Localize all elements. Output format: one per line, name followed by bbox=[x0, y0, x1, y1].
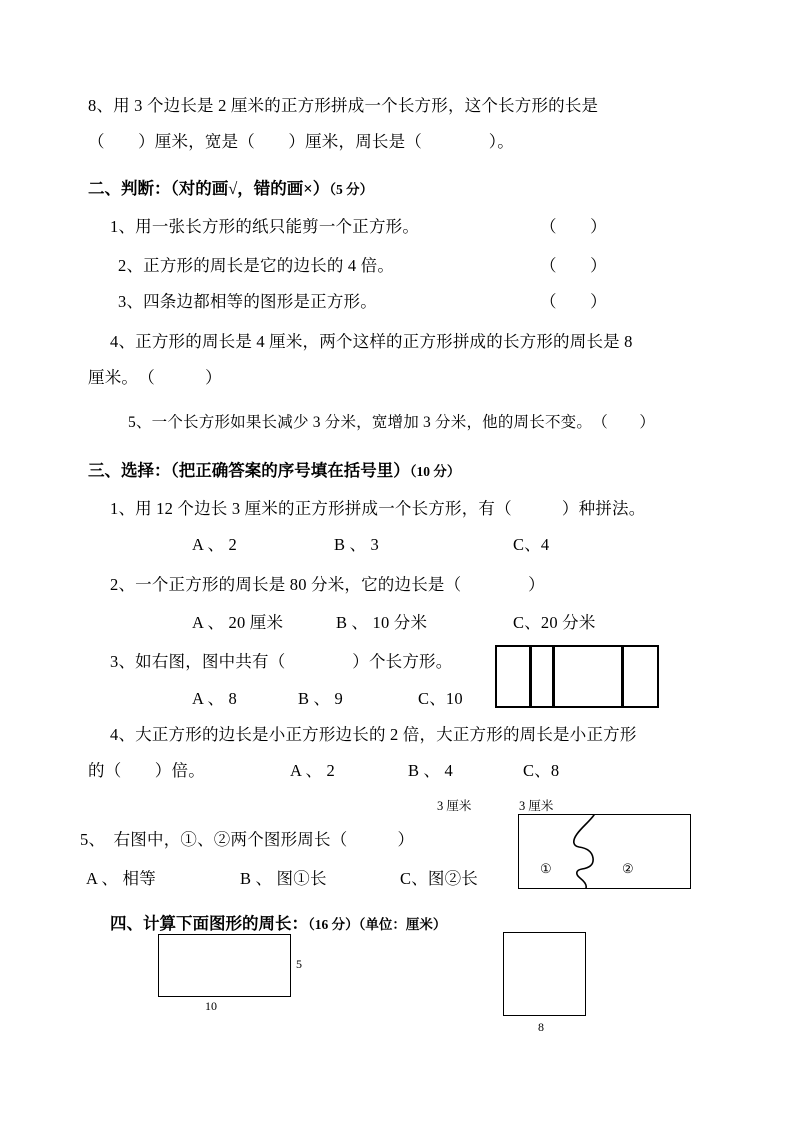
section-two-item-4-line-2[interactable]: 厘米。 （ ） bbox=[88, 368, 222, 387]
wavy-split-rectangle-figure bbox=[518, 814, 691, 889]
section-two-item-2-answer-bracket[interactable]: （ ） bbox=[540, 256, 607, 275]
section-three-q3-option-b[interactable]: B 、 9 bbox=[298, 689, 344, 708]
section-two-item-2: 2、正方形的周长是它的边长的 4 倍。 bbox=[118, 256, 395, 275]
divided-rectangle-figure bbox=[495, 645, 659, 708]
section-three-q2-option-b[interactable]: B 、 10 分米 bbox=[336, 613, 428, 632]
square-width-label: 8 bbox=[538, 1020, 544, 1034]
section-three-q2-option-a[interactable]: A 、 20 厘米 bbox=[192, 613, 284, 632]
section-three-q5-option-a[interactable]: A 、 相等 bbox=[86, 869, 156, 888]
section-four-heading-text: 四、计算下面图形的周长： bbox=[110, 914, 308, 933]
section-four-heading bbox=[110, 916, 446, 933]
section-three-q4-option-c[interactable]: C、8 bbox=[523, 761, 560, 780]
section-two-item-3: 3、四条边都相等的图形是正方形。 bbox=[118, 292, 377, 311]
rectangle-width-label: 10 bbox=[205, 999, 217, 1013]
wavy-figure-label-right: ② bbox=[622, 861, 634, 876]
section-three-q5-option-b[interactable]: B 、 图①长 bbox=[240, 869, 327, 888]
section-three-q4-option-b[interactable]: B 、 4 bbox=[408, 761, 454, 780]
section-two-points: （5 分） bbox=[329, 182, 374, 197]
section-four-unit: （单位：厘米） bbox=[358, 917, 447, 932]
section-three-q3-stem[interactable]: 3、如右图，图中共有（ ）个长方形。 bbox=[110, 652, 453, 671]
section-four-points: （16 分） bbox=[308, 917, 359, 932]
section-three-q1-option-c[interactable]: C、4 bbox=[513, 535, 550, 554]
divided-rectangle-divider-3 bbox=[621, 647, 624, 706]
section-two-item-1: 1、用一张长方形的纸只能剪一个正方形。 bbox=[110, 217, 420, 236]
square-side-8-figure bbox=[503, 932, 586, 1016]
section-three-heading bbox=[88, 463, 460, 480]
section-three-points: （10 分） bbox=[409, 464, 461, 479]
section-three-q1-option-b[interactable]: B 、 3 bbox=[334, 535, 380, 554]
rectangle-height-label: 5 bbox=[296, 957, 302, 971]
wavy-divider-curve bbox=[519, 815, 690, 888]
divided-rectangle-divider-2 bbox=[552, 647, 555, 706]
wavy-figure-label-left: ① bbox=[540, 861, 552, 876]
section-three-heading-text: 三、选择：（把正确答案的序号填在括号里） bbox=[88, 461, 410, 480]
question-1-8-line-1: 8、用 3 个边长是 2 厘米的正方形拼成一个长方形，这个长方形的长是 bbox=[88, 96, 599, 115]
section-three-q3-option-c[interactable]: C、10 bbox=[418, 689, 463, 708]
section-three-q4-line-2-prefix[interactable]: 的（ ）倍。 bbox=[88, 761, 205, 780]
section-three-q5-option-c[interactable]: C、图②长 bbox=[400, 869, 479, 888]
section-two-heading bbox=[88, 181, 373, 198]
section-three-q5-stem[interactable]: 5、 右图中，①、②两个图形周长（ ） bbox=[80, 830, 415, 849]
section-three-q2-option-c[interactable]: C、20 分米 bbox=[513, 613, 596, 632]
q5-dimension-label-a: 3 厘米 bbox=[437, 799, 472, 813]
divided-rectangle-divider-1 bbox=[529, 647, 532, 706]
section-three-q3-option-a[interactable]: A 、 8 bbox=[192, 689, 238, 708]
section-two-heading-text: 二、判断：（对的画√，错的画×） bbox=[88, 179, 330, 198]
rectangle-10-by-5-figure bbox=[158, 934, 291, 997]
question-1-8-line-2: （ ）厘米，宽是（ ）厘米，周长是（ ）。 bbox=[88, 132, 514, 151]
section-two-item-5[interactable]: 5、一个长方形如果长减少 3 分米，宽增加 3 分米，他的周长不变。 （ ） bbox=[128, 414, 656, 431]
section-two-item-3-answer-bracket[interactable]: （ ） bbox=[540, 292, 607, 311]
section-two-item-1-answer-bracket[interactable]: （ ） bbox=[540, 217, 607, 236]
section-two-item-4-line-1: 4、正方形的周长是 4 厘米，两个这样的正方形拼成的长方形的周长是 8 bbox=[110, 332, 633, 351]
section-three-q4-line-1: 4、大正方形的边长是小正方形边长的 2 倍，大正方形的周长是小正方形 bbox=[110, 725, 637, 744]
section-three-q4-option-a[interactable]: A 、 2 bbox=[290, 761, 336, 780]
section-three-q1-stem[interactable]: 1、用 12 个边长 3 厘米的正方形拼成一个长方形，有（ ）种拼法。 bbox=[110, 499, 646, 518]
section-three-q1-option-a[interactable]: A 、 2 bbox=[192, 535, 238, 554]
section-three-q2-stem[interactable]: 2、一个正方形的周长是 80 分米，它的边长是（ ） bbox=[110, 575, 545, 594]
q5-dimension-label-b: 3 厘米 bbox=[519, 799, 554, 813]
